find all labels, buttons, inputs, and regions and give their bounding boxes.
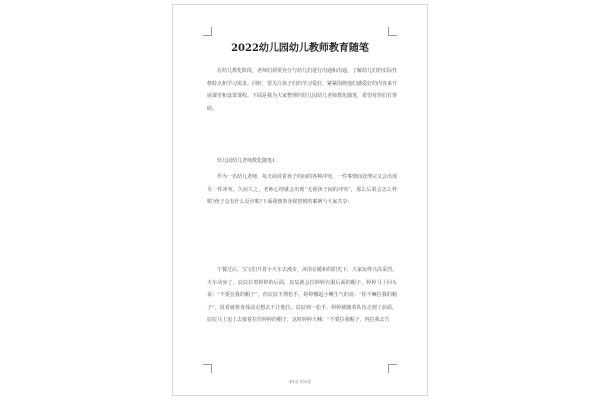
corner-mark-top-left (203, 27, 212, 36)
corner-mark-bottom-right (388, 364, 397, 373)
document-page (172, 4, 428, 396)
body-paragraph-1: 作为一名幼儿老师，每天面对着孩子的间的各种冲突，一件事情间处理完又会出现另一件冲突，久而久之，老师心理就会出现“无视孩子间的冲突”，那么后果会怎么样呢?孩子会有什么反应呢?下面我想参身视察到的案例与大家共享： (207, 174, 398, 205)
body-paragraph-2: 午餐过后，宝宝们开着小火车去漫步，沐浴在暖和的阳光下，大家玩得兴高采烈。火车动身了，辰辰拉着婷婷的后面，辰辰就会拉婷婷衣服后面的帽子，婷婷马上回头说：“不要拉我的帽子”，但辰辰不理松手，婷婷嘟起小嘴生气的说：“你不嘛拉我的帽子”，说着就将身体前走想去不让他拉，辰辰则一松手，婷婷就随着队伍走到了前面，辰辰马上追上去接着拉住婷婷的帽子，这时婷婷大喊：“不要拉我帽子，再拉我去告 (207, 267, 398, 323)
corner-mark-top-right (388, 27, 397, 36)
corner-mark-bottom-left (203, 364, 212, 373)
section-heading: 幼儿园幼儿老师教化随笔1 (217, 158, 276, 164)
intro-paragraph: 在幼儿教化阶段，老师们须要充分与幼儿们进行沟通和沟通，了解幼儿们的实际性格特点和学习需求。同时，要关注孩子们的学习爱好，紧紧围绕他们感爱好的内容来开展课堂和设置课程。下面是我为大家整理的幼儿园幼儿老师教化随笔，希望对你们有帮助。 (207, 68, 398, 112)
document-title: 2022幼儿园幼儿教师教育随笔 (231, 43, 369, 54)
page-number-footer: 第1页 共10页 (289, 380, 311, 384)
